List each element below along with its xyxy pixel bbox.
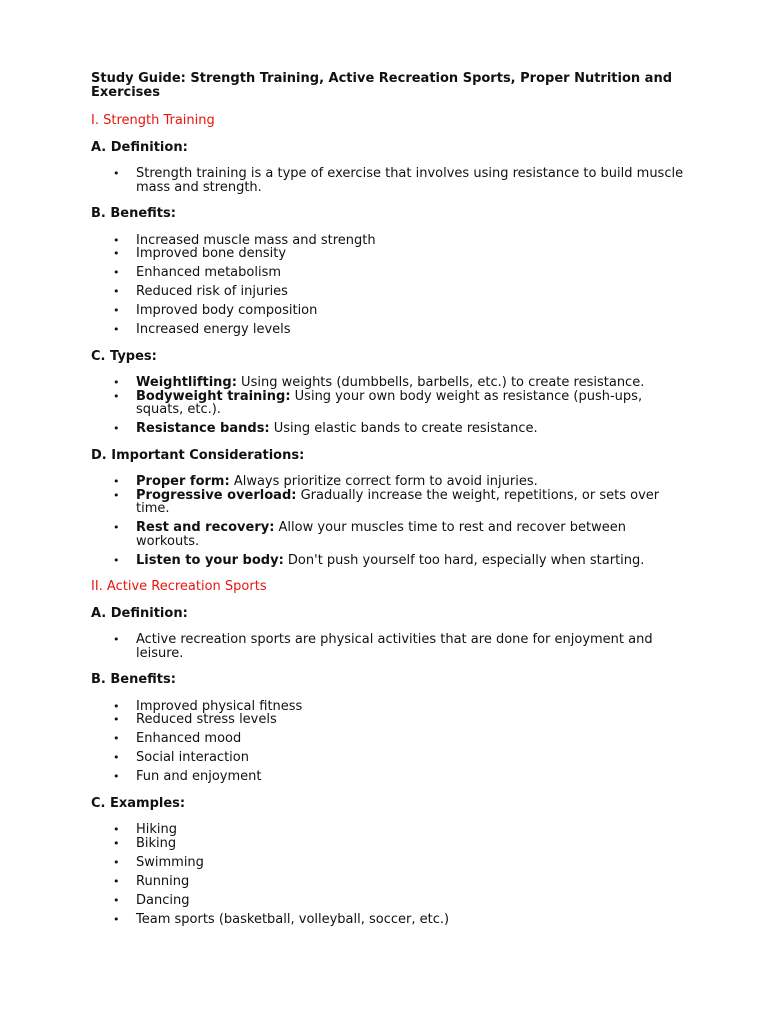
subsection-heading: C. Examples: <box>91 795 186 811</box>
bullet-icon: • <box>113 376 120 389</box>
bullet-icon: • <box>113 488 120 502</box>
list-item <box>91 633 691 660</box>
list-item <box>91 422 691 436</box>
list-item <box>91 247 691 261</box>
document-title: Study Guide: Strength Training, Active Recreation Sports, Proper Nutrition and Exercises <box>91 71 673 100</box>
list-item <box>91 894 691 908</box>
list-item-text: Strength training is a type of exercise that involves using resistance to build muscle mass and strength. <box>136 166 688 195</box>
list-item <box>91 913 691 927</box>
bullet-icon: • <box>113 285 120 298</box>
list-item <box>91 304 691 318</box>
bullet-icon: • <box>113 823 120 836</box>
list-item <box>91 234 691 248</box>
list-item-text: Increased energy levels <box>136 322 291 337</box>
list-item-text: Improved physical fitness <box>136 698 303 714</box>
list-item <box>91 521 691 548</box>
list-item-text: Enhanced metabolism <box>136 265 282 280</box>
document-body <box>91 114 691 926</box>
section-heading: II. Active Recreation Sports <box>91 579 267 594</box>
list-item-text: Enhanced mood <box>136 731 242 746</box>
bullet-icon: • <box>113 521 120 534</box>
list-item <box>91 266 691 280</box>
bullet-icon: • <box>113 167 120 180</box>
list-item-term: Rest and recovery: <box>136 520 275 535</box>
subsection-heading: C. Types: <box>91 348 157 364</box>
list-item-text: Using your own body weight as resistance (push-ups, squats, etc.). <box>136 388 647 417</box>
list-item-text: Improved body composition <box>136 303 318 318</box>
list-item <box>91 732 691 746</box>
bullet-icon: • <box>113 751 120 764</box>
list-item-text: Team sports (basketball, volleyball, soccer, etc.) <box>136 911 450 927</box>
bullet-icon: • <box>113 770 120 783</box>
list-item <box>91 489 691 516</box>
list-item-text: Swimming <box>136 854 204 870</box>
list-item-text: Using elastic bands to create resistance. <box>269 421 538 436</box>
list-item <box>91 323 691 337</box>
document-page <box>91 72 691 939</box>
list-item <box>91 167 691 194</box>
list-item-term: Listen to your body: <box>136 552 284 568</box>
bullet-list <box>91 376 691 436</box>
list-item-term: Bodyweight training: <box>136 388 291 404</box>
bullet-icon: • <box>113 553 120 567</box>
bullet-icon: • <box>113 874 120 888</box>
list-item <box>91 700 691 714</box>
list-item-term: Resistance bands: <box>136 421 270 436</box>
list-item <box>91 554 691 568</box>
section-heading: I. Strength Training <box>91 113 215 128</box>
list-item-text: Allow your muscles time to rest and recover between workouts. <box>136 520 631 549</box>
subsection-heading: B. Benefits: <box>91 672 176 687</box>
bullet-icon: • <box>113 732 120 745</box>
bullet-icon: • <box>113 304 120 317</box>
list-item-term: Progressive overload: <box>136 487 297 503</box>
list-item <box>91 390 691 417</box>
bullet-list <box>91 633 691 660</box>
list-item-text: Always prioritize correct form to avoid injuries. <box>229 474 538 489</box>
bullet-icon: • <box>113 389 120 403</box>
list-item-text: Dancing <box>136 892 190 908</box>
bullet-icon: • <box>113 893 120 907</box>
bullet-icon: • <box>113 855 120 869</box>
list-item-text: Reduced stress levels <box>136 712 277 727</box>
list-item-text: Improved bone density <box>136 246 287 261</box>
bullet-icon: • <box>113 266 120 279</box>
bullet-list <box>91 234 691 337</box>
subsection-heading: B. Benefits: <box>91 206 176 221</box>
list-item <box>91 376 691 390</box>
bullet-list <box>91 700 691 784</box>
bullet-list <box>91 475 691 567</box>
subsection-heading: A. Definition: <box>91 605 188 621</box>
bullet-icon: • <box>113 247 120 260</box>
list-item-text: Social interaction <box>136 750 249 765</box>
list-item-text: Hiking <box>136 822 178 837</box>
list-item-text: Fun and enjoyment <box>136 769 262 784</box>
bullet-icon: • <box>113 699 120 713</box>
list-item <box>91 475 691 489</box>
bullet-icon: • <box>113 475 120 488</box>
list-item <box>91 875 691 889</box>
bullet-icon: • <box>113 633 120 646</box>
list-item-text: Running <box>136 873 190 889</box>
list-item-text: Active recreation sports are physical activities that are done for enjoyment and leisure. <box>136 632 657 661</box>
list-item-text: Biking <box>136 835 177 851</box>
list-item-text: Using weights (dumbbells, barbells, etc.) to create resistance. <box>236 375 645 390</box>
bullet-icon: • <box>113 323 120 336</box>
list-item-text: Gradually increase the weight, repetitions, or sets over time. <box>136 487 664 516</box>
bullet-list <box>91 167 691 194</box>
list-item <box>91 770 691 784</box>
subsection-heading: D. Important Considerations: <box>91 447 305 463</box>
bullet-list <box>91 823 691 926</box>
list-item <box>91 856 691 870</box>
list-item-text: Don't push yourself too hard, especially when starting. <box>283 552 645 568</box>
bullet-icon: • <box>113 912 120 926</box>
subsection-heading: A. Definition: <box>91 139 188 155</box>
bullet-icon: • <box>113 422 120 435</box>
list-item-term: Weightlifting: <box>136 375 237 390</box>
list-item <box>91 823 691 837</box>
list-item-text: Reduced risk of injuries <box>136 284 288 299</box>
list-item <box>91 285 691 299</box>
list-item <box>91 713 691 727</box>
list-item <box>91 751 691 765</box>
list-item <box>91 837 691 851</box>
bullet-icon: • <box>113 233 120 247</box>
bullet-icon: • <box>113 713 120 726</box>
list-item-text: Increased muscle mass and strength <box>136 232 376 248</box>
bullet-icon: • <box>113 836 120 850</box>
list-item-term: Proper form: <box>136 474 230 489</box>
